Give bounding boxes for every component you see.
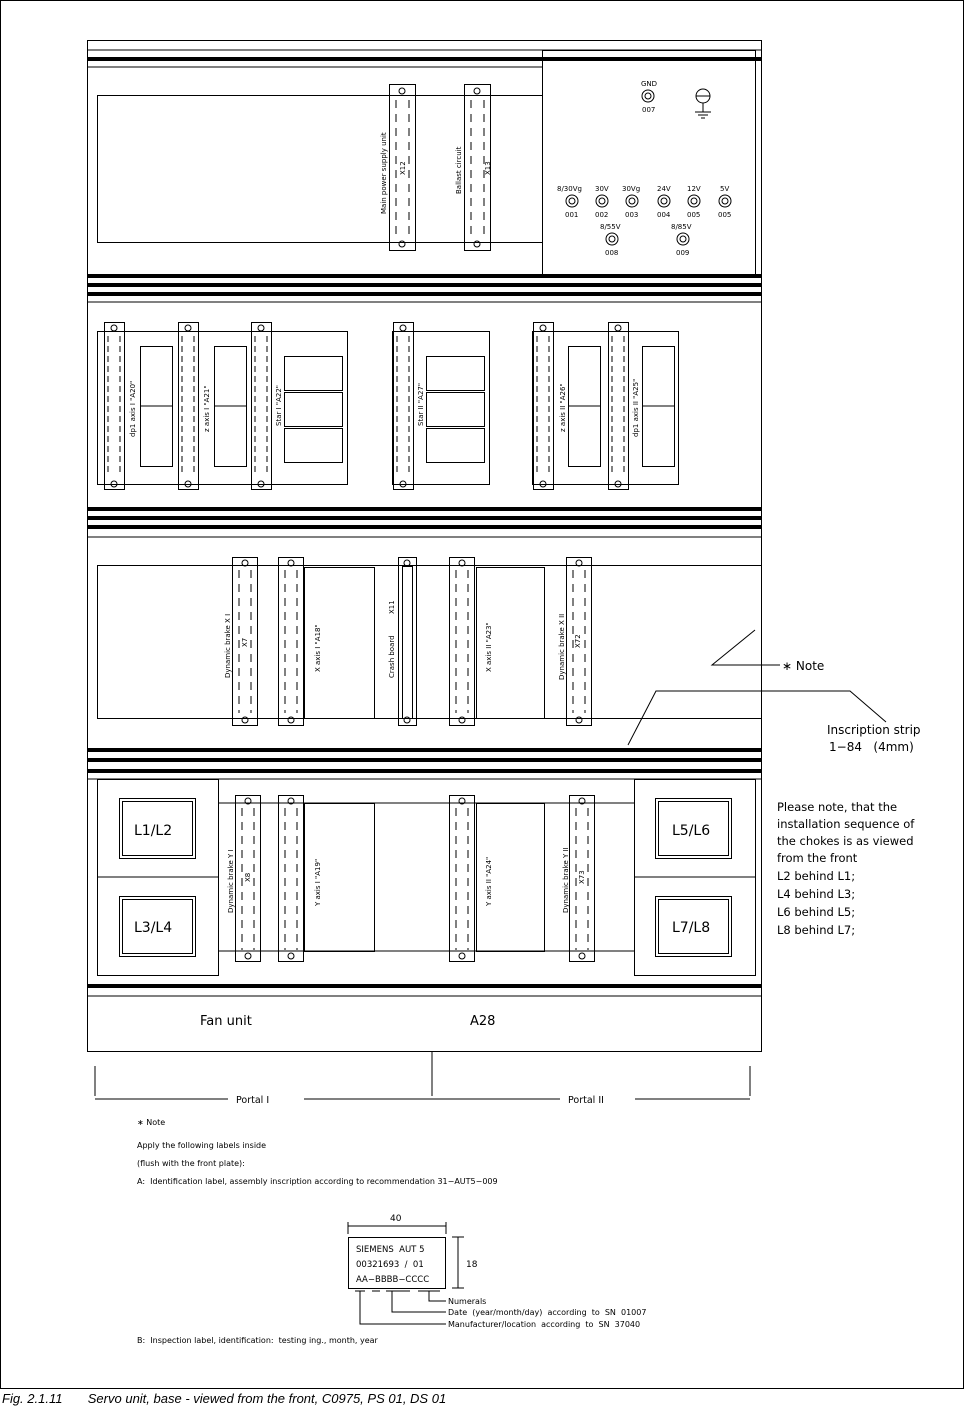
notes-item-a: A: Identification label, assembly inscription according to recommendation 31−AUT5−009 bbox=[137, 1177, 498, 1186]
chokes-note-line: L4 behind L3; bbox=[777, 887, 856, 901]
socket-label: 5V bbox=[720, 185, 730, 193]
dyn-brake-x1-label: Dynamic brake X I bbox=[224, 613, 232, 678]
ground-symbol-icon bbox=[695, 89, 711, 118]
note-callout: ∗ Note bbox=[782, 659, 825, 673]
label-line3: AA−BBBB−CCCC bbox=[356, 1275, 430, 1285]
socket-code: 003 bbox=[625, 211, 639, 219]
row3-boards bbox=[98, 558, 762, 726]
label-legend: Numerals bbox=[448, 1297, 487, 1306]
gnd-socket bbox=[642, 90, 654, 102]
socket-label: 30Vg bbox=[622, 185, 641, 193]
notes-flush: (flush with the front plate): bbox=[137, 1159, 245, 1168]
label-line2: 00321693 / 01 bbox=[356, 1260, 424, 1270]
row2-boards bbox=[98, 323, 679, 490]
x-axis-1-label: X axis I "A18" bbox=[314, 624, 322, 672]
notes-item-b: B: Inspection label, identification: testing ing., month, year bbox=[137, 1336, 378, 1345]
choke-label: L1/L2 bbox=[134, 823, 173, 839]
chokes-note-line: the chokes is as viewed bbox=[777, 834, 914, 848]
dyn-brake-y1-label: Dynamic brake Y I bbox=[227, 849, 235, 913]
board-label: z axis II "A26" bbox=[559, 383, 567, 432]
label-legend: Manufacturer/location according to SN 37040 bbox=[448, 1320, 641, 1329]
chokes-note-line: installation sequence of bbox=[777, 817, 915, 831]
choke-label: L5/L6 bbox=[672, 823, 711, 839]
main-power-label: Main power supply unit bbox=[380, 132, 388, 214]
socket-label: 8/85V bbox=[671, 223, 692, 231]
caption-number: Fig. 2.1.11 bbox=[2, 1391, 63, 1406]
row1-subrack bbox=[98, 96, 543, 243]
strip-callout: 1−84 (4mm) bbox=[829, 740, 914, 754]
socket-code: 005 bbox=[687, 211, 701, 219]
socket-label: 30V bbox=[595, 185, 609, 193]
socket-label: 8/55V bbox=[600, 223, 621, 231]
gnd-label: GND bbox=[641, 80, 658, 88]
ballast-connector-id: X13 bbox=[484, 161, 492, 175]
ballast-label: Ballast circuit bbox=[455, 146, 463, 194]
fan-unit-label: Fan unit bbox=[200, 1014, 252, 1029]
choke-label: L7/L8 bbox=[672, 920, 711, 936]
strip-callout: Inscription strip bbox=[827, 723, 921, 737]
socket-label: 12V bbox=[687, 185, 701, 193]
row4-boards bbox=[97, 780, 756, 976]
notes-heading: ∗ Note bbox=[137, 1118, 166, 1127]
chokes-note-line: from the front bbox=[777, 851, 858, 865]
socket-code: 004 bbox=[657, 211, 671, 219]
dyn-brake-x1-conn: X7 bbox=[241, 637, 249, 647]
board-label: Star I "A22" bbox=[275, 384, 283, 426]
crash-board-conn: X11 bbox=[388, 600, 396, 614]
dyn-brake-y1-conn: X8 bbox=[244, 872, 252, 882]
board-label: dp1 axis II "A25" bbox=[632, 378, 640, 437]
socket-code: 001 bbox=[565, 211, 579, 219]
rail-bars bbox=[87, 59, 762, 986]
socket-code: 002 bbox=[595, 211, 609, 219]
portal-left-label: Portal I bbox=[236, 1095, 270, 1106]
socket-code: 005 bbox=[718, 211, 732, 219]
gnd-code: 007 bbox=[642, 106, 656, 114]
chokes-note-line: L8 behind L7; bbox=[777, 923, 856, 937]
dyn-brake-x2-conn: X72 bbox=[574, 634, 582, 648]
board-label: dp1 axis I "A20" bbox=[129, 380, 137, 437]
dyn-brake-x2-label: Dynamic brake X II bbox=[558, 613, 566, 680]
chokes-note-line: L6 behind L5; bbox=[777, 905, 856, 919]
chokes-note-line: L2 behind L1; bbox=[777, 869, 856, 883]
choke-label: L3/L4 bbox=[134, 920, 173, 936]
fan-unit-code: A28 bbox=[470, 1014, 496, 1029]
crash-board-label: Crash board bbox=[388, 635, 396, 678]
figure-caption bbox=[2, 1391, 446, 1406]
portal-dimension bbox=[95, 1052, 750, 1099]
main-power-connector-id: X12 bbox=[399, 161, 407, 175]
voltage-sockets bbox=[566, 195, 731, 245]
dyn-brake-y2-conn: X73 bbox=[578, 870, 586, 884]
label-legend: Date (year/month/day) according to SN 01007 bbox=[448, 1308, 647, 1317]
socket-code: 009 bbox=[676, 249, 690, 257]
socket-label: 24V bbox=[657, 185, 671, 193]
portal-right-label: Portal II bbox=[568, 1095, 604, 1106]
x-axis-2-label: X axis II "A23" bbox=[485, 622, 493, 672]
caption-text: Servo unit, base - viewed from the front, C0975, PS 01, DS 01 bbox=[87, 1391, 447, 1406]
notes-apply: Apply the following labels inside bbox=[137, 1141, 267, 1150]
label-example-drawing bbox=[348, 1222, 464, 1324]
board-label: Star II "A27" bbox=[417, 382, 425, 426]
y-axis-2-label: Y axis II "A24" bbox=[485, 856, 493, 906]
chokes-note-line: Please note, that the bbox=[777, 800, 898, 814]
label-height-dim: 18 bbox=[466, 1260, 478, 1270]
socket-code: 008 bbox=[605, 249, 619, 257]
socket-label: 8/30Vg bbox=[557, 185, 582, 193]
label-line1: SIEMENS AUT 5 bbox=[356, 1245, 425, 1255]
board-label: z axis I "A21" bbox=[203, 385, 211, 432]
label-width-dim: 40 bbox=[390, 1214, 402, 1224]
dyn-brake-y2-label: Dynamic brake Y II bbox=[562, 847, 570, 913]
y-axis-1-label: Y axis I "A19" bbox=[314, 858, 322, 906]
